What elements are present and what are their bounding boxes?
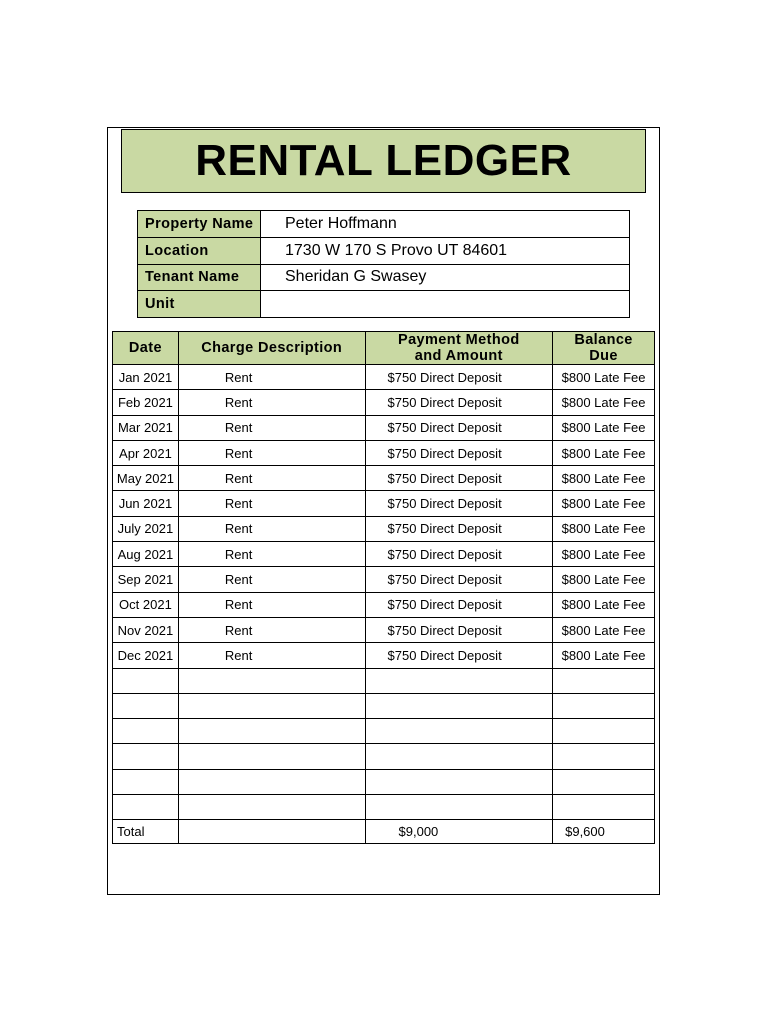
- cell-payment: $750 Direct Deposit: [365, 516, 553, 541]
- cell-payment: $750 Direct Deposit: [365, 617, 553, 642]
- cell-balance-due: $800 Late Fee: [553, 643, 655, 668]
- cell-date: Oct 2021: [113, 592, 179, 617]
- table-row: [113, 795, 655, 820]
- cell-balance-due: [553, 719, 655, 744]
- total-description: [178, 820, 365, 844]
- title-banner: [121, 129, 646, 193]
- table-row: [113, 542, 655, 567]
- location-value: 1730 W 170 S Provo UT 84601: [261, 237, 630, 264]
- cell-date: Dec 2021: [113, 643, 179, 668]
- cell-date: Feb 2021: [113, 390, 179, 415]
- tenant-name-value: Sheridan G Swasey: [261, 264, 630, 291]
- property-name-label: Property Name: [138, 211, 261, 238]
- table-row: [113, 617, 655, 642]
- cell-payment: [365, 693, 553, 718]
- cell-date: [113, 719, 179, 744]
- cell-payment: [365, 668, 553, 693]
- cell-charge-description: [178, 693, 365, 718]
- cell-balance-due: $800 Late Fee: [553, 440, 655, 465]
- header-balance-line1: Balance: [574, 332, 633, 348]
- cell-charge-description: Rent: [178, 440, 365, 465]
- header-payment-line1: Payment Method: [398, 332, 520, 348]
- table-row: [113, 365, 655, 390]
- cell-charge-description: [178, 769, 365, 794]
- header-date: Date: [113, 332, 179, 365]
- info-row-property-name: [138, 211, 630, 238]
- table-row: [113, 390, 655, 415]
- header-payment-line2: and Amount: [414, 348, 503, 364]
- cell-balance-due: $800 Late Fee: [553, 365, 655, 390]
- cell-date: Mar 2021: [113, 415, 179, 440]
- cell-balance-due: $800 Late Fee: [553, 567, 655, 592]
- total-label: Total: [113, 820, 179, 844]
- info-row-tenant-name: [138, 264, 630, 291]
- cell-date: July 2021: [113, 516, 179, 541]
- cell-charge-description: Rent: [178, 491, 365, 516]
- cell-date: [113, 744, 179, 769]
- table-row: [113, 643, 655, 668]
- cell-balance-due: $800 Late Fee: [553, 466, 655, 491]
- cell-balance-due: [553, 668, 655, 693]
- cell-payment: $750 Direct Deposit: [365, 390, 553, 415]
- cell-balance-due: $800 Late Fee: [553, 516, 655, 541]
- cell-charge-description: Rent: [178, 542, 365, 567]
- table-row: [113, 592, 655, 617]
- cell-payment: $750 Direct Deposit: [365, 440, 553, 465]
- cell-payment: [365, 769, 553, 794]
- header-charge-description: Charge Description: [178, 332, 365, 365]
- total-payment: $9,000: [365, 820, 553, 844]
- cell-charge-description: Rent: [178, 390, 365, 415]
- table-row: [113, 744, 655, 769]
- ledger-header-row: [113, 332, 655, 365]
- location-label: Location: [138, 237, 261, 264]
- cell-date: [113, 795, 179, 820]
- page-title: RENTAL LEDGER: [195, 136, 572, 185]
- cell-balance-due: $800 Late Fee: [553, 592, 655, 617]
- cell-payment: $750 Direct Deposit: [365, 415, 553, 440]
- header-balance-line2: Due: [589, 348, 618, 364]
- table-row: [113, 516, 655, 541]
- table-row: [113, 466, 655, 491]
- tenant-name-label: Tenant Name: [138, 264, 261, 291]
- cell-payment: $750 Direct Deposit: [365, 592, 553, 617]
- cell-date: [113, 693, 179, 718]
- cell-balance-due: [553, 693, 655, 718]
- info-row-location: [138, 237, 630, 264]
- property-info-table: [137, 210, 630, 318]
- cell-payment: $750 Direct Deposit: [365, 542, 553, 567]
- cell-balance-due: $800 Late Fee: [553, 491, 655, 516]
- cell-balance-due: $800 Late Fee: [553, 617, 655, 642]
- cell-date: [113, 769, 179, 794]
- cell-charge-description: Rent: [178, 466, 365, 491]
- cell-balance-due: $800 Late Fee: [553, 542, 655, 567]
- unit-value: [261, 291, 630, 318]
- cell-payment: [365, 719, 553, 744]
- cell-charge-description: Rent: [178, 617, 365, 642]
- cell-balance-due: [553, 795, 655, 820]
- cell-date: [113, 668, 179, 693]
- unit-label: Unit: [138, 291, 261, 318]
- cell-payment: [365, 795, 553, 820]
- cell-balance-due: [553, 769, 655, 794]
- cell-charge-description: [178, 719, 365, 744]
- cell-charge-description: Rent: [178, 365, 365, 390]
- table-row: [113, 719, 655, 744]
- cell-payment: $750 Direct Deposit: [365, 567, 553, 592]
- table-row: [113, 693, 655, 718]
- cell-payment: $750 Direct Deposit: [365, 466, 553, 491]
- cell-date: Nov 2021: [113, 617, 179, 642]
- cell-payment: $750 Direct Deposit: [365, 643, 553, 668]
- cell-charge-description: Rent: [178, 415, 365, 440]
- info-row-unit: [138, 291, 630, 318]
- cell-date: Jan 2021: [113, 365, 179, 390]
- cell-payment: [365, 744, 553, 769]
- cell-charge-description: Rent: [178, 516, 365, 541]
- header-payment-method: [365, 332, 553, 365]
- cell-balance-due: $800 Late Fee: [553, 390, 655, 415]
- cell-date: Jun 2021: [113, 491, 179, 516]
- cell-charge-description: [178, 744, 365, 769]
- cell-balance-due: [553, 744, 655, 769]
- cell-charge-description: Rent: [178, 643, 365, 668]
- table-row: [113, 668, 655, 693]
- header-balance-due: [553, 332, 655, 365]
- cell-payment: $750 Direct Deposit: [365, 365, 553, 390]
- property-name-value: Peter Hoffmann: [261, 211, 630, 238]
- cell-balance-due: $800 Late Fee: [553, 415, 655, 440]
- cell-date: May 2021: [113, 466, 179, 491]
- cell-charge-description: [178, 795, 365, 820]
- cell-payment: $750 Direct Deposit: [365, 491, 553, 516]
- table-row: [113, 440, 655, 465]
- cell-date: Apr 2021: [113, 440, 179, 465]
- cell-charge-description: [178, 668, 365, 693]
- ledger-table: [112, 331, 655, 844]
- cell-date: Sep 2021: [113, 567, 179, 592]
- table-row: [113, 769, 655, 794]
- cell-charge-description: Rent: [178, 592, 365, 617]
- table-row: [113, 567, 655, 592]
- table-row: [113, 491, 655, 516]
- total-balance: $9,600: [553, 820, 655, 844]
- table-row: [113, 415, 655, 440]
- cell-date: Aug 2021: [113, 542, 179, 567]
- cell-charge-description: Rent: [178, 567, 365, 592]
- total-row: [113, 820, 655, 844]
